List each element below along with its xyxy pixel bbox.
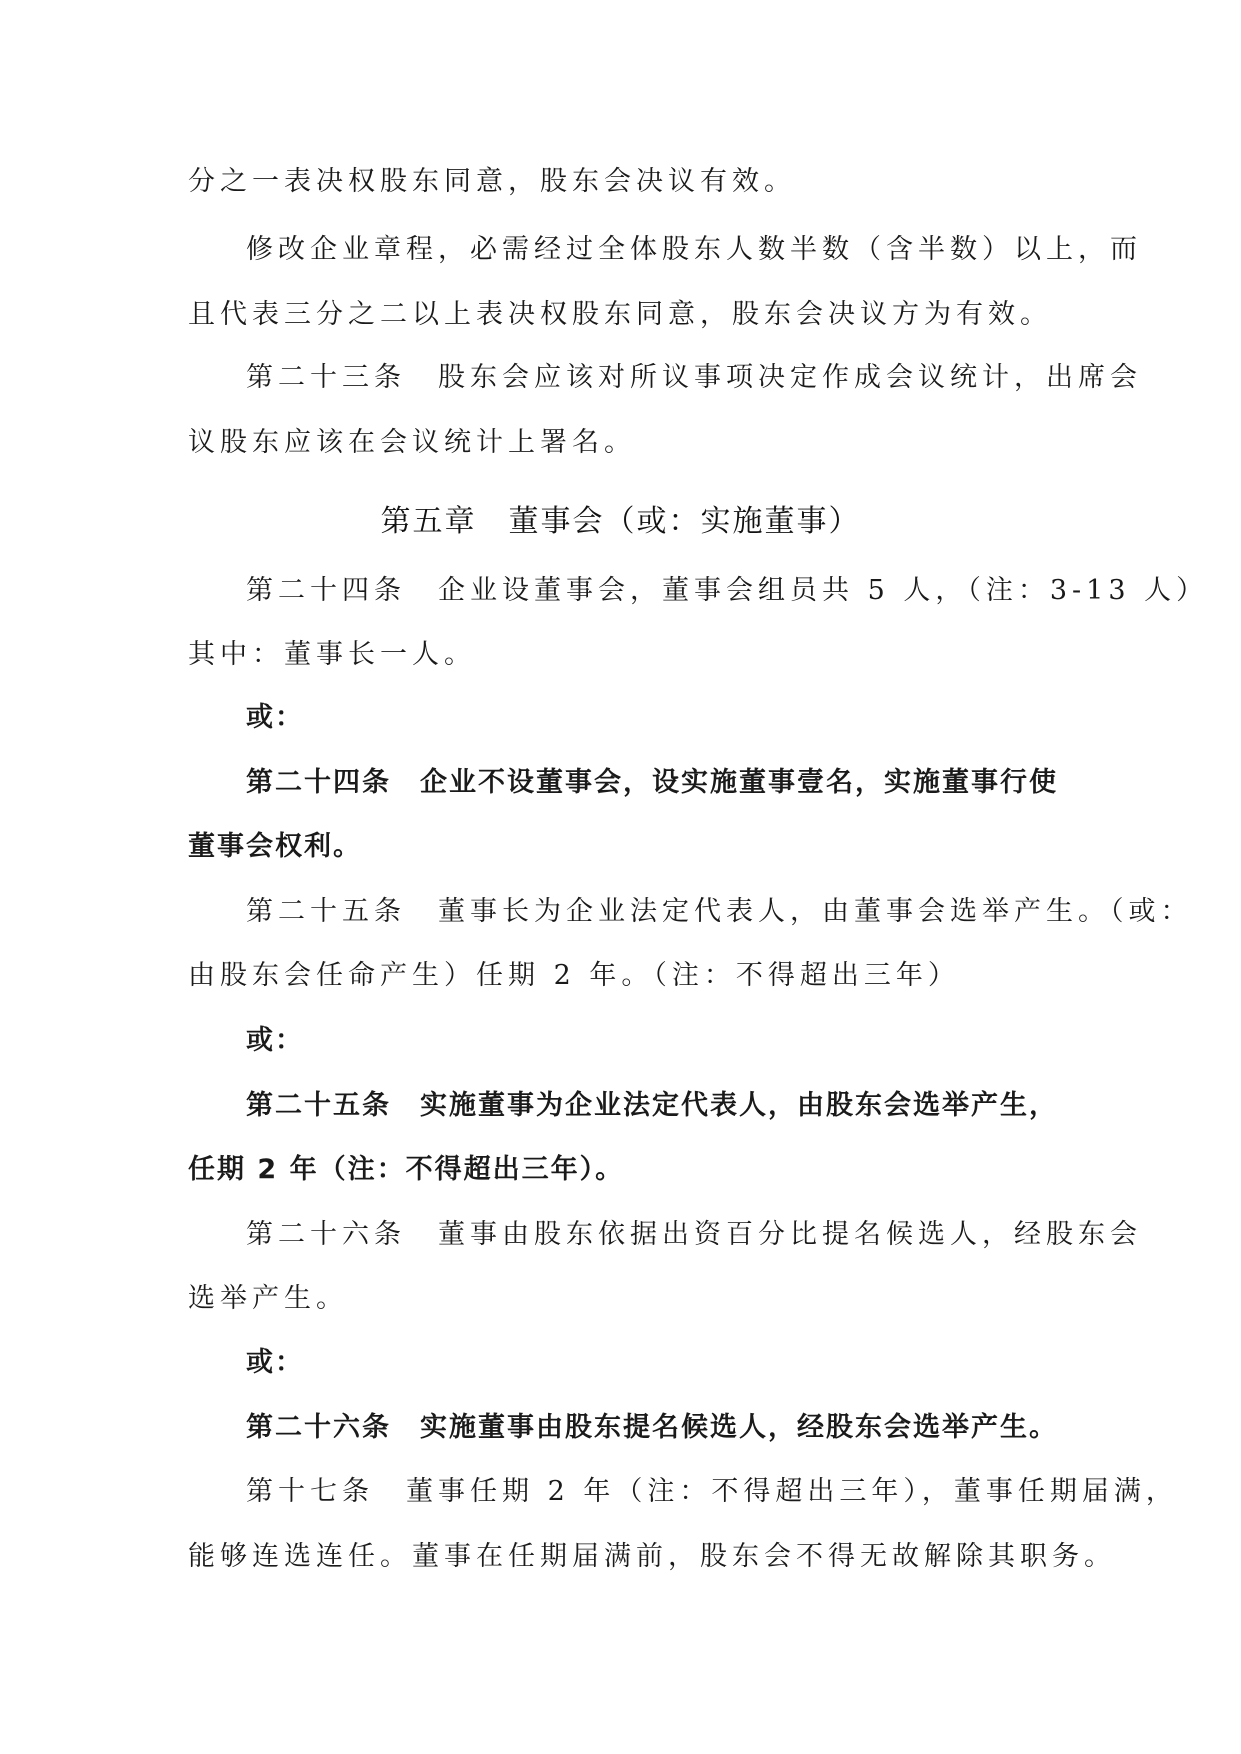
paragraph-line: 或： xyxy=(246,702,304,733)
paragraph-line: 选举产生。 xyxy=(188,1283,348,1314)
paragraph-line: 能够连选连任。董事在任期届满前，股东会不得无故解除其职务。 xyxy=(188,1541,1116,1572)
paragraph-line: 修改企业章程，必需经过全体股东人数半数（含半数）以上，而 xyxy=(246,234,1142,265)
paragraph-line: 其中：董事长一人。 xyxy=(188,639,476,670)
paragraph-line: 董事会权利。 xyxy=(188,831,362,862)
paragraph-line: 由股东会任命产生）任期 2 年。（注：不得超出三年） xyxy=(188,960,960,991)
paragraph-line: 第十七条 董事任期 2 年（注：不得超出三年），董事任期届满， xyxy=(246,1476,1178,1507)
paragraph-line: 第二十五条 董事长为企业法定代表人，由董事会选举产生。（或： xyxy=(246,896,1193,927)
paragraph-line: 第二十六条 实施董事由股东提名候选人，经股东会选举产生。 xyxy=(246,1412,1058,1443)
paragraph-line: 且代表三分之二以上表决权股东同意，股东会决议方为有效。 xyxy=(188,299,1052,330)
paragraph-line: 或： xyxy=(246,1025,304,1056)
chapter-heading: 第五章 董事会（或：实施董事） xyxy=(380,504,861,539)
paragraph-line: 或： xyxy=(246,1347,304,1378)
paragraph-line: 第二十五条 实施董事为企业法定代表人，由股东会选举产生， xyxy=(246,1090,1058,1121)
paragraph-line: 分之一表决权股东同意，股东会决议有效。 xyxy=(188,166,796,197)
paragraph-line: 第二十六条 董事由股东依据出资百分比提名候选人，经股东会 xyxy=(246,1219,1142,1250)
paragraph-line: 第二十三条 股东会应该对所议事项决定作成会议统计，出席会 xyxy=(246,362,1142,393)
paragraph-line: 第二十四条 企业设董事会，董事会组员共 5 人，（注：3-13 人） xyxy=(246,575,1209,606)
paragraph-line: 第二十四条 企业不设董事会，设实施董事壹名，实施董事行使 xyxy=(246,767,1058,798)
paragraph-line: 议股东应该在会议统计上署名。 xyxy=(188,427,636,458)
paragraph-line: 任期 2 年（注：不得超出三年）。 xyxy=(188,1154,625,1185)
